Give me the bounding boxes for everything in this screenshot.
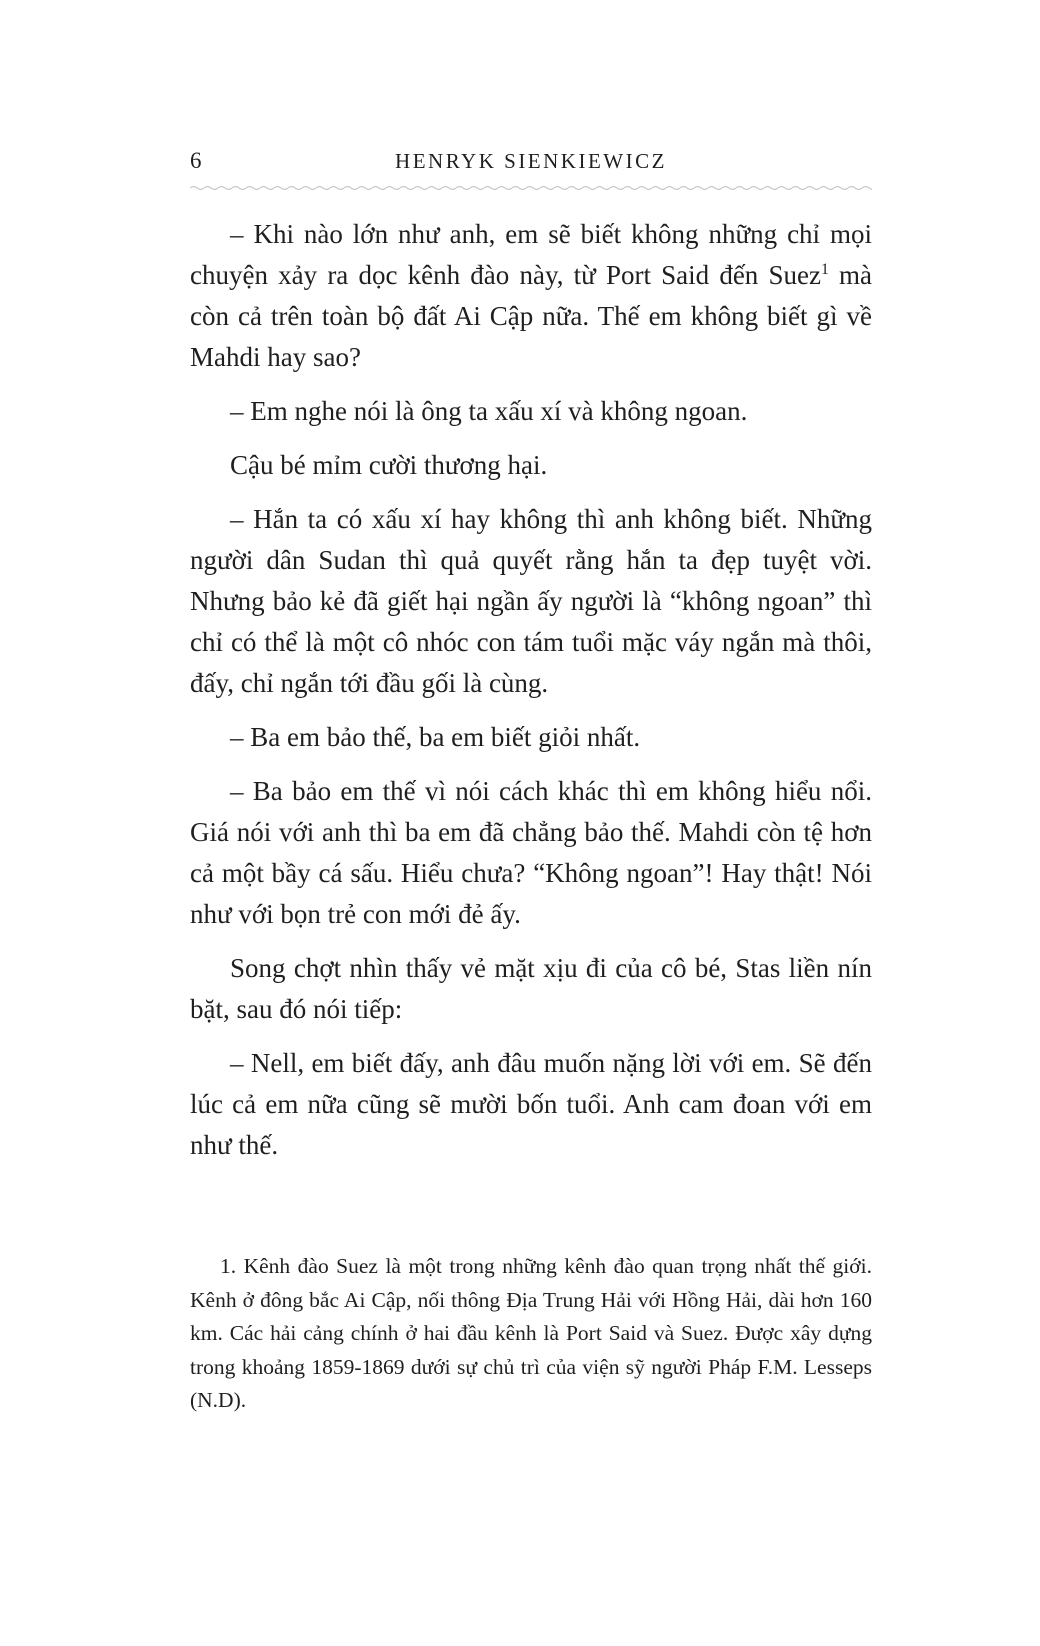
footnote-text: 1. Kênh đào Suez là một trong những kênh đào quan trọng nhất thế giới. Kênh ở đông bắc Ai Cập, nối thông Địa Trung Hải với Hồng Hải, dài hơn 160 km. Các hải cảng chính ở hai đầu kênh là Port Said và Suez. Được xây dựng trong khoảng 1859-1869 dưới sự chủ trì của viện sỹ người Pháp F.M. Lesseps (N.D). <box>190 1254 872 1412</box>
paragraph: – Ba bảo em thế vì nói cách khác thì em không hiểu nổi. Giá nói với anh thì ba em đã chẳng bảo thế. Mahdi còn tệ hơn cả một bầy cá sấu. Hiểu chưa? “Không ngoan”! Hay thật! Nói như với bọn trẻ con mới đẻ ấy. <box>190 776 872 929</box>
page-number: 6 <box>190 148 202 173</box>
paragraph: – Ba em bảo thế, ba em biết giỏi nhất. <box>230 722 641 752</box>
page-header <box>190 146 872 178</box>
paragraph: – Em nghe nói là ông ta xấu xí và không ngoan. <box>230 396 748 426</box>
body-text <box>190 214 872 1166</box>
footnote <box>190 1250 872 1418</box>
paragraph: – Nell, em biết đấy, anh đâu muốn nặng lời với em. Sẽ đến lúc cả em nữa cũng sẽ mười bốn tuổi. Anh cam đoan với em như thế. <box>190 1048 872 1160</box>
paragraph: Cậu bé mỉm cười thương hại. <box>230 450 548 480</box>
footnote-marker: 1 <box>820 261 829 278</box>
paragraph: Song chợt nhìn thấy vẻ mặt xịu đi của cô bé, Stas liền nín bặt, sau đó nói tiếp: <box>190 953 872 1024</box>
paragraph: – Hắn ta có xấu xí hay không thì anh không biết. Những người dân Sudan thì quả quyết rằng hắn ta đẹp tuyệt vời. Nhưng bảo kẻ đã giết hại ngần ấy người là “không ngoan” thì chỉ có thể là một cô nhóc con tám tuổi mặc váy ngắn mà thôi, đấy, chỉ ngắn tới đầu gối là cùng. <box>190 504 872 698</box>
paragraph: – Khi nào lớn như anh, em sẽ biết không những chỉ mọi chuyện xảy ra dọc kênh đào này, từ Port Said đến Suez$^1$ mà còn cả trên toàn bộ đất Ai Cập nữa. Thế em không biết gì về Mahdi hay sao? <box>190 219 872 372</box>
running-header: HENRYK SIENKIEWICZ <box>395 149 667 173</box>
wavy-divider <box>190 184 872 192</box>
